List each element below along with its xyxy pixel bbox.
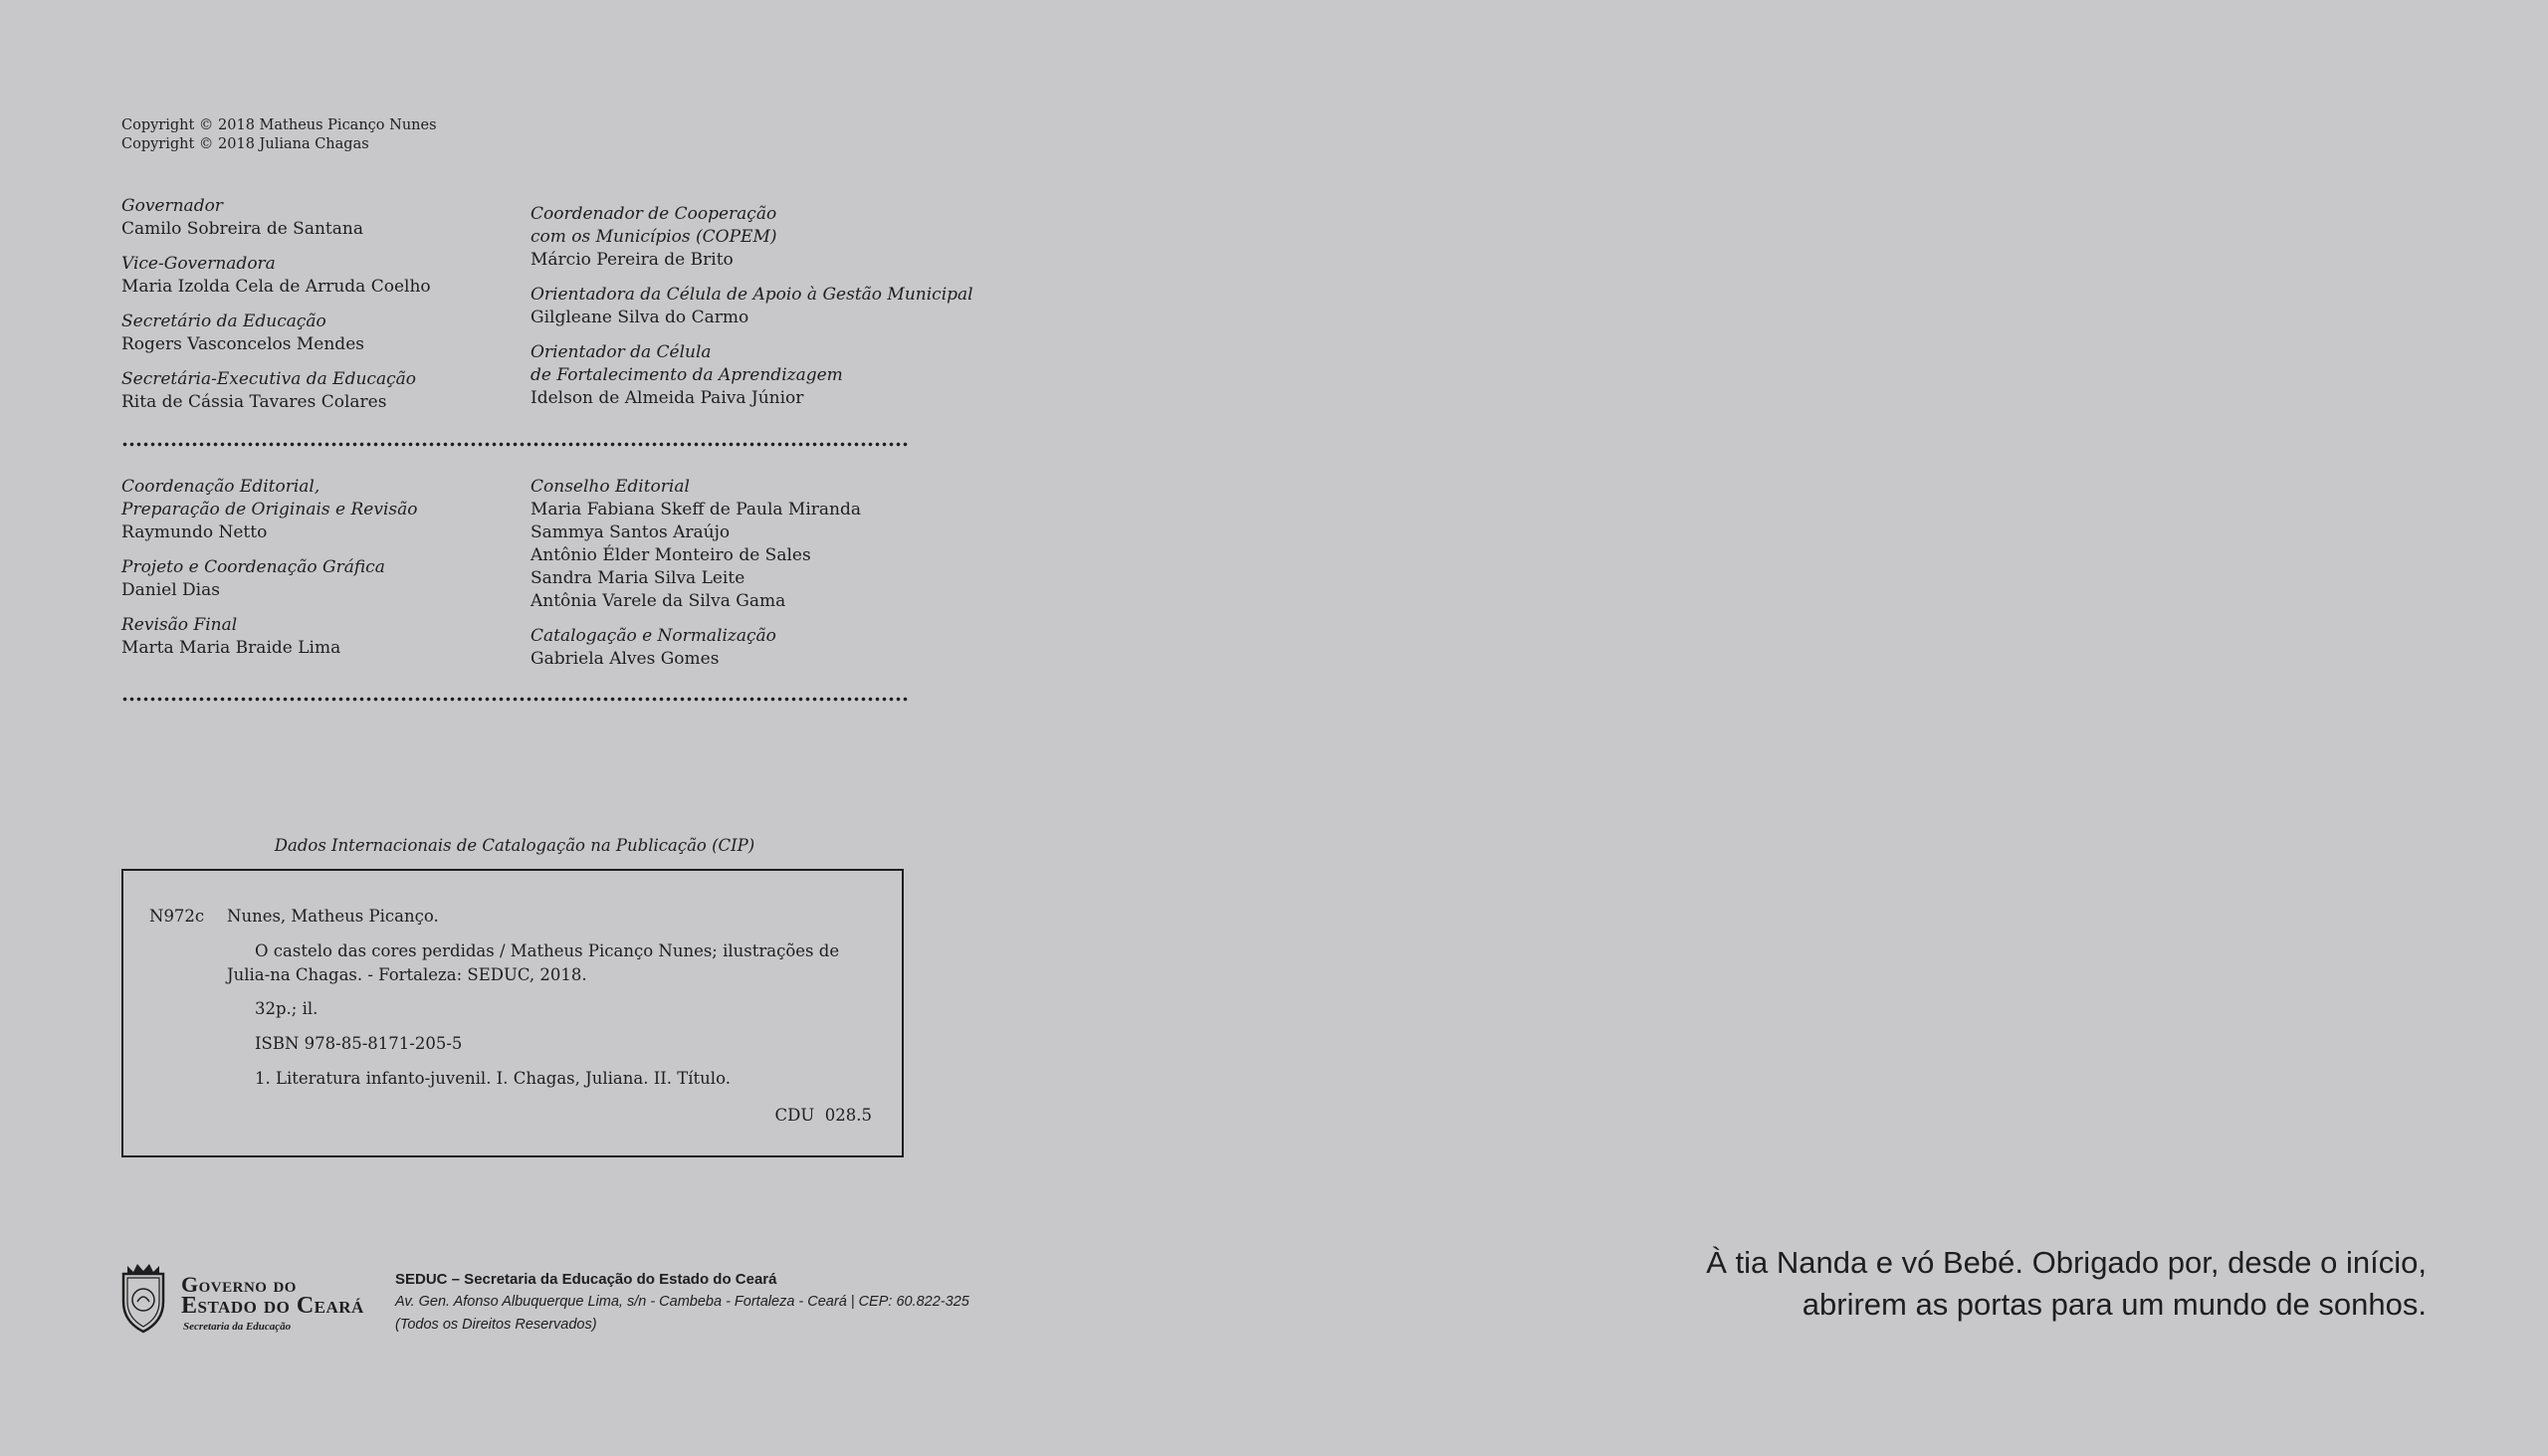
- credit-role: Conselho Editorial: [531, 477, 690, 497]
- logo-text-line3: Secretaria da Educação: [183, 1321, 292, 1333]
- credit-entry: [531, 476, 949, 613]
- dedication-line: abrirem as portas para um mundo de sonhos.: [1802, 1287, 2427, 1322]
- credit-entry: [121, 368, 539, 414]
- state-crest-icon: [115, 1262, 171, 1334]
- credit-entry: [121, 614, 539, 660]
- credit-role: Secretária-Executiva da Educação: [121, 369, 416, 389]
- dedication: [1706, 1242, 2427, 1326]
- dotted-divider: [121, 697, 910, 702]
- credit-entry: [531, 284, 1008, 329]
- credit-name: Marta Maria Braide Lima: [121, 638, 341, 658]
- credit-entry: [121, 476, 539, 544]
- council-member: Antônia Varele da Silva Gama: [531, 591, 786, 611]
- credit-role: Orientadora da Célula de Apoio à Gestão Municipal: [531, 285, 973, 305]
- credit-entry: [531, 203, 1008, 272]
- credit-role: Projeto e Coordenação Gráfica: [121, 557, 385, 577]
- cip-call-number: N972c: [149, 907, 205, 926]
- cip-title-entry: O castelo das cores perdidas / Matheus Picanço Nunes; ilustrações de Julia-na Chagas. - Fortaleza: SEDUC, 2018.: [227, 941, 840, 984]
- dotted-divider: [121, 442, 910, 447]
- credit-entry: [121, 556, 539, 602]
- credit-role: Vice-Governadora: [121, 254, 276, 274]
- credit-role: Coordenador de Cooperação: [531, 204, 777, 224]
- credit-role: Coordenação Editorial,: [121, 477, 320, 497]
- credit-name: Maria Izolda Cela de Arruda Coelho: [121, 277, 431, 297]
- council-member: Maria Fabiana Skeff de Paula Miranda: [531, 500, 862, 520]
- credit-role-continued: de Fortalecimento da Aprendizagem: [531, 365, 843, 385]
- council-member: Antônio Élder Monteiro de Sales: [531, 545, 811, 565]
- credit-role-continued: com os Municípios (COPEM): [531, 227, 777, 247]
- credit-role: Governador: [121, 196, 223, 216]
- dedication-line: À tia Nanda e vó Bebé. Obrigado por, desde o início,: [1706, 1245, 2427, 1280]
- credit-name: Rita de Cássia Tavares Colares: [121, 392, 387, 412]
- credit-role: Revisão Final: [121, 615, 238, 635]
- cip-author: Nunes, Matheus Picanço.: [227, 907, 439, 926]
- credit-role: Catalogação e Normalização: [531, 626, 776, 646]
- credit-entry: [531, 341, 1008, 410]
- rights-notice: (Todos os Direitos Reservados): [395, 1317, 597, 1333]
- cip-pages: 32p.; il.: [255, 999, 318, 1018]
- credits-municipal: [531, 203, 1008, 422]
- credits-editorial: [121, 476, 539, 672]
- credit-entry: [121, 195, 539, 241]
- credit-name: Camilo Sobreira de Santana: [121, 219, 363, 239]
- credit-role: Orientador da Célula: [531, 342, 712, 362]
- council-member: Sammya Santos Araújo: [531, 522, 731, 542]
- credit-name: Gilgleane Silva do Carmo: [531, 308, 749, 327]
- credit-name: Idelson de Almeida Paiva Júnior: [531, 388, 804, 408]
- cip-isbn: ISBN 978-85-8171-205-5: [255, 1034, 463, 1053]
- publisher-info: [395, 1269, 969, 1337]
- logo-text-line1: Governo do: [181, 1272, 297, 1297]
- government-logo: [115, 1262, 374, 1336]
- copyright-line-illustrator: Copyright © 2018 Juliana Chagas: [121, 136, 369, 152]
- credits-council: [531, 476, 949, 683]
- cip-subjects: 1. Literatura infanto-juvenil. I. Chagas, Juliana. II. Título.: [255, 1069, 731, 1088]
- cip-cdu: CDU 028.5: [774, 1106, 872, 1125]
- copyright-line-author: Copyright © 2018 Matheus Picanço Nunes: [121, 117, 437, 133]
- credit-name: Márcio Pereira de Brito: [531, 250, 734, 270]
- logo-text-line2: Estado do Ceará: [181, 1293, 364, 1319]
- publisher-address: Av. Gen. Afonso Albuquerque Lima, s/n - Cambeba - Fortaleza - Ceará | CEP: 60.822-325: [395, 1294, 969, 1310]
- credits-government: [121, 195, 539, 426]
- credit-entry: [121, 253, 539, 299]
- credit-name: Gabriela Alves Gomes: [531, 649, 720, 669]
- credit-entry: [531, 625, 949, 671]
- credit-role: Secretário da Educação: [121, 312, 326, 331]
- credit-name: Raymundo Netto: [121, 522, 268, 542]
- credit-name: Rogers Vasconcelos Mendes: [121, 334, 364, 354]
- council-member: Sandra Maria Silva Leite: [531, 568, 745, 588]
- cip-title: Dados Internacionais de Catalogação na Publicação (CIP): [274, 836, 755, 855]
- credit-entry: [121, 311, 539, 356]
- cip-record-box: [121, 869, 904, 1157]
- copyright-block: [121, 116, 437, 154]
- credit-name: Daniel Dias: [121, 580, 220, 600]
- credit-role-continued: Preparação de Originais e Revisão: [121, 500, 418, 520]
- publisher-name: SEDUC – Secretaria da Educação do Estado do Ceará: [395, 1271, 777, 1288]
